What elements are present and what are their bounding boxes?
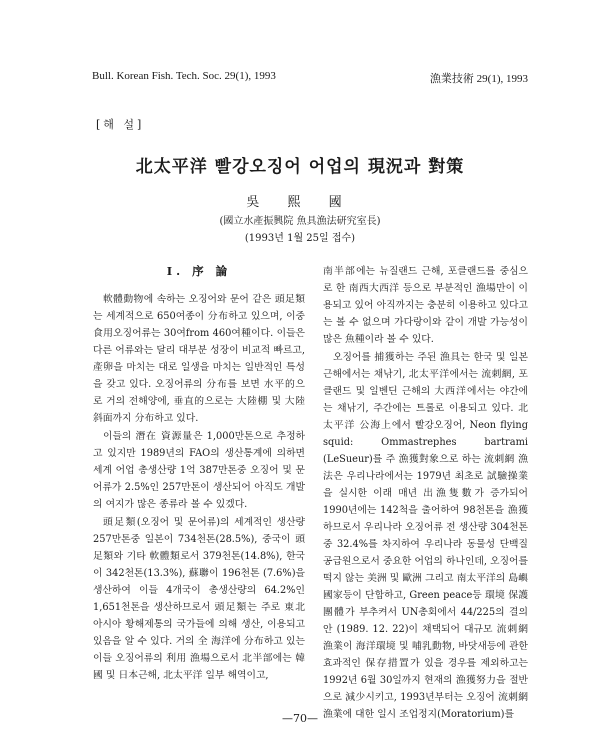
right-column: [323, 263, 528, 724]
article-type-label: [해 설]: [96, 118, 145, 131]
page-number: —70—: [282, 712, 318, 725]
author-affiliation: (國立水產振興院 魚具漁法研究室長): [219, 216, 381, 227]
paragraph: 오징어를 捕獲하는 주된 漁具는 한국 및 일본근해에서는 채낚기, 北太平洋에서는 流刺網, 포클랜드 및 일벤딘 근해의 大西洋에서는 야간에는 채낚기, 주간에는 트롤로 이용되고 있다. 北太平洋 公海上에서 빨강오징어, Neon flying squid: Ommastrephes bartrami (LeSueur)를 주 漁獲對象으로 하는 流刺網 漁法은 우리나라에서는 1979년 최초로 試驗操業을 실시한 이래 매년 出漁隻數가 증가되어 1990년에는 142척을 출어하여 98천톤을 漁獲하므로서 우리나라 오징어류 전 생산량 304천톤중 32.4%를 차지하여 우리나라 동물성 단백질 공급원으로서 중요한 어업의 하나인데, 오징어를 떡지 않는 美洲 및 歐洲 그리고 南太平洋의 島嶼 國家등이 단합하고, Green peace등 環境 保護團體가 부추켜서 UN총회에서 44/225의 결의안 (1989. 12. 22)이 채택되어 대규모 流刺網 漁業이 海洋環境 및 哺乳動物, 바닷새등에 관한 효과적인 保存措置가 있을 경우를 제외하고는 1992년 6월 30일까지 현재의 漁獲努力을 절반으로 減少시키고, 1993년부터는 오징어 流刺網 漁業에 대한 일시 조업정지(Moratorium)를: [323, 352, 528, 720]
left-column: [93, 263, 305, 685]
paragraph: 軟體動物에 속하는 오징어와 문어 같은 頭足類는 세계적으로 650여종이 分布하고 있으며, 이중 食用오징어류는 30여from 460여種이다. 이들은 다른 어류와는 달리 대부분 성장이 비교적 빠르고, 產卵을 마치는 대로 일생을 마치는 일반적인 특성을 갖고 있다. 오징어류의 分布를 보면 水平的으로 거의 전해양에, 垂直的으로는 大陸棚 및 大陸斜面까지 分布하고 있다.: [93, 294, 305, 424]
article-title: 北太平洋 빨강오징어 어업의 現況과 對策: [135, 157, 465, 177]
paragraph: 南半部에는 뉴질랜드 근해, 포클랜드를 중심으로 한 南西大西洋 등으로 부분적인 漁場만이 이용되고 있어 아직까지는 충분히 이용하고 있다고는 볼 수 없으며 가다랑이와 같이 개발 가능성이 많은 魚種이라 볼 수 있다.: [323, 266, 528, 345]
journal-header-left: Bull. Korean Fish. Tech. Soc. 29(1), 1993: [92, 70, 276, 82]
journal-header-right: 漁業技術 29(1), 1993: [429, 73, 528, 85]
received-date: (1993년 1월 25일 접수): [244, 233, 356, 244]
section-heading: I. 序 論: [166, 264, 232, 278]
paragraph: 이들의 潛在 資源量은 1,000만톤으로 추정하고 있지만 1989년의 FAO의 생산통계에 의하면 세계 어업 총생산량 1억 387만톤중 오징어 및 문어류가 2.5%인 257만톤이 생산되어 아직도 개발의 여지가 많은 종류라 볼 수 있겠다.: [93, 431, 305, 510]
author-name: 吳 熙 國: [246, 195, 354, 210]
paragraph: 頭足類(오징어 및 문어류)의 세계적인 생산량 257만톤중 일본이 734천톤(28.5%), 중국이 頭足類와 기타 軟體類로서 379천톤(14.8%), 한국이 342천톤(13.3%), 蘇聯이 196천톤 (7.6%)을 생산하여 이들 4개국이 총생산량의 64.2%인 1,651천톤을 생산하므로서 頭足類는 주로 東北아시아 황해제통의 국가들에 의해 생산, 이용되고 있음을 알 수 있다. 거의 全 海洋에 分布하고 있는 이들 오징어류의 利用 漁場으로서 北半部에는 韓國 및 日本근해, 北太平洋 일부 해역이고,: [93, 517, 305, 681]
